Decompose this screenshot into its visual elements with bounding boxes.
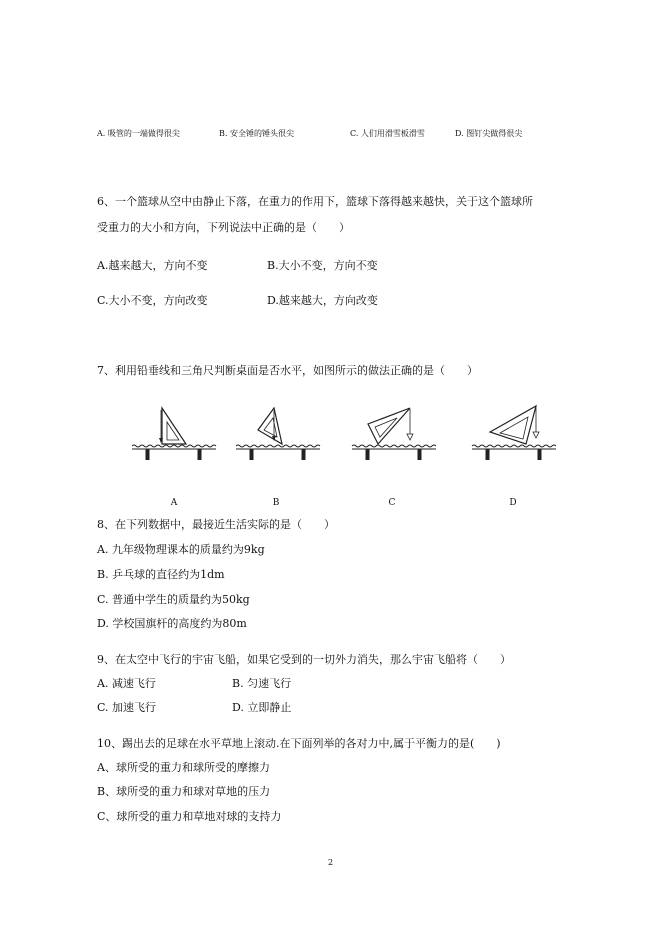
triangle-ruler-a	[162, 408, 186, 444]
q8-stem: 8、在下列数据中，最接近生活实际的是（ ）	[97, 518, 335, 531]
q8-option-d: D. 学校国旗杆的高度约为80m	[97, 617, 247, 630]
page-number: 2	[327, 858, 334, 867]
q9-option-a: A. 减速飞行	[97, 677, 156, 690]
q8-option-b: B. 乒乓球的直径约为1dm	[97, 568, 225, 581]
q7-stem: 7、利用铅垂线和三角尺判断桌面是否水平，如图所示的做法正确的是（ ）	[97, 364, 478, 377]
q6-option-c: C.大小不变，方向改变	[97, 294, 208, 307]
q5-option-c: C. 人们用滑雪板滑雪	[350, 129, 425, 138]
figure-label-c: C	[388, 498, 396, 508]
q5-option-d: D. 图钉尖做得很尖	[455, 129, 523, 138]
triangle-ruler-c	[368, 408, 410, 444]
q5-option-a: A. 吸管的一端做得很尖	[97, 129, 180, 138]
table-b	[236, 445, 320, 460]
figure-label-d: D	[509, 498, 517, 508]
figure-d	[468, 400, 560, 460]
q9-option-d: D. 立即静止	[232, 701, 292, 714]
q9-stem: 9、在太空中飞行的宇宙飞船，如果它受到的一切外力消失，那么宇宙飞船将（ ）	[97, 653, 511, 666]
figure-b	[232, 400, 324, 460]
plumb-bob-d	[533, 432, 539, 438]
figure-label-b: B	[272, 498, 280, 508]
q9-option-b: B. 匀速飞行	[232, 677, 292, 690]
q8-option-c: C. 普通中学生的质量约为50kg	[97, 593, 250, 606]
figure-label-a: A	[170, 498, 178, 508]
q10-option-c: C、球所受的重力和草地对球的支持力	[97, 810, 282, 823]
table-d	[472, 445, 556, 460]
q6-option-d: D.越来越大，方向改变	[267, 294, 378, 307]
figure-a	[128, 400, 220, 460]
q6-stem-line2: 受重力的大小和方向，下列说法中正确的是（ ）	[97, 221, 350, 234]
q6-option-a: A.越来越大，方向不变	[97, 259, 208, 272]
q5-option-b: B. 安全锤的锤头很尖	[219, 129, 294, 138]
triangle-ruler-b	[258, 408, 282, 444]
q8-option-a: A. 九年级物理课本的质量约为9kg	[97, 543, 265, 556]
q10-option-b: B、球所受的重力和球对草地的压力	[97, 785, 271, 798]
q10-stem: 10、踢出去的足球在水平草地上滚动.在下面列举的各对力中,属于平衡力的是( )	[97, 737, 501, 750]
q10-option-a: A、球所受的重力和球所受的摩擦力	[97, 761, 270, 774]
q6-option-b: B.大小不变，方向不变	[267, 259, 378, 272]
q6-stem-line1: 6、一个篮球从空中由静止下落，在重力的作用下，篮球下落得越来越快，关于这个篮球所	[97, 195, 533, 208]
table-c	[352, 445, 436, 460]
figure-c	[348, 400, 440, 460]
table-a	[132, 445, 216, 460]
q9-option-c: C. 加速飞行	[97, 701, 157, 714]
plumb-bob-c	[407, 434, 413, 440]
triangle-ruler-d	[490, 406, 536, 444]
